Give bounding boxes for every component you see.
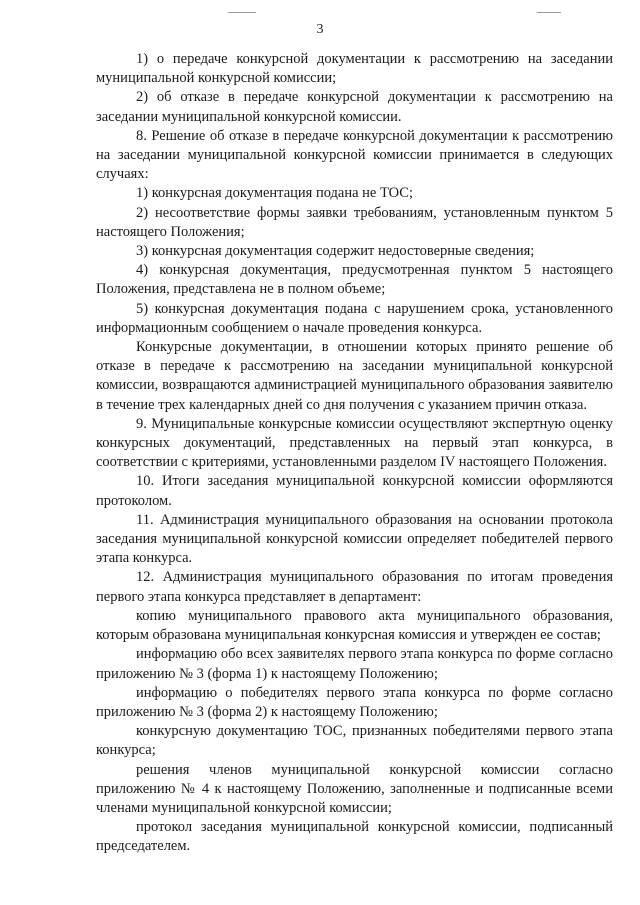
paragraph: информацию о победителях первого этапа конкурса по форме согласно приложению № 3 (форма 2) к настоящему Положению; bbox=[96, 684, 613, 720]
paragraph: 8. Решение об отказе в передаче конкурсной документации к рассмотрению на заседании муниципальной конкурсной комиссии принимается в следующих случаях: bbox=[96, 127, 613, 183]
paragraph: 3) конкурсная документация содержит недостоверные сведения; bbox=[136, 243, 535, 260]
document-body bbox=[96, 50, 613, 857]
paragraph: 4) конкурсная документация, предусмотренная пунктом 5 настоящего Положения, представлена не в полном объеме; bbox=[96, 262, 613, 298]
paragraph: решения членов муниципальной конкурсной комиссии согласно приложению № 4 к настоящему Положению, заполненные и подписанные всеми членами муниципальной конкурсной комиссии; bbox=[96, 761, 613, 816]
paragraph: 5) конкурсная документация подана с нарушением срока, установленного информационным сообщением о начале проведения конкурса. bbox=[96, 300, 613, 336]
paragraph: копию муниципального правового акта муниципального образования, которым образована муниципальная конкурсная комиссия и утвержден ее состав; bbox=[96, 607, 613, 644]
paragraph: конкурсную документацию ТОС, признанных победителями первого этапа конкурса; bbox=[96, 723, 613, 759]
paragraph: 2) несоответствие формы заявки требованиям, установленным пунктом 5 настоящего Положения; bbox=[96, 204, 613, 240]
paragraph: 1) о передаче конкурсной документации к рассмотрению на заседании муниципальной конкурсной комиссии; bbox=[96, 51, 613, 87]
paragraph: информацию обо всех заявителях первого этапа конкурса по форме согласно приложению № 3 (форма 1) к настоящему Положению; bbox=[96, 646, 613, 682]
paragraph: 1) конкурсная документация подана не ТОС; bbox=[136, 185, 414, 202]
paragraph: 10. Итоги заседания муниципальной конкурсной комиссии оформляются протоколом. bbox=[96, 473, 613, 509]
paragraph: протокол заседания муниципальной конкурсной комиссии, подписанный председателем. bbox=[96, 819, 613, 855]
paragraph: Конкурсные документации, в отношении которых принято решение об отказе в передаче к рассмотрению на заседании муниципальной конкурсной комиссии, возвращаются администрацией муниципального образования заявителю в течение трех календарных дней со дня получения с указанием причин отказа. bbox=[96, 339, 613, 413]
paragraph: 11. Администрация муниципального образования на основании протокола заседания муниципальной конкурсной комиссии определяет победителей первого этапа конкурса. bbox=[96, 511, 613, 567]
paragraph: 12. Администрация муниципального образования по итогам проведения первого этапа конкурса представляет в департамент: bbox=[96, 569, 613, 605]
scan-artifact bbox=[228, 12, 256, 13]
page-number: 3 bbox=[316, 22, 324, 37]
paragraph: 2) об отказе в передаче конкурсной документации к рассмотрению на заседании муниципальной конкурсной комиссии. bbox=[96, 89, 613, 125]
scan-artifact bbox=[537, 12, 561, 13]
paragraph: 9. Муниципальные конкурсные комиссии осуществляют экспертную оценку конкурсных документаций, представленных на первый этап конкурса, в соответствии с критериями, установленными разделом IV настоящего Положения. bbox=[96, 415, 613, 471]
